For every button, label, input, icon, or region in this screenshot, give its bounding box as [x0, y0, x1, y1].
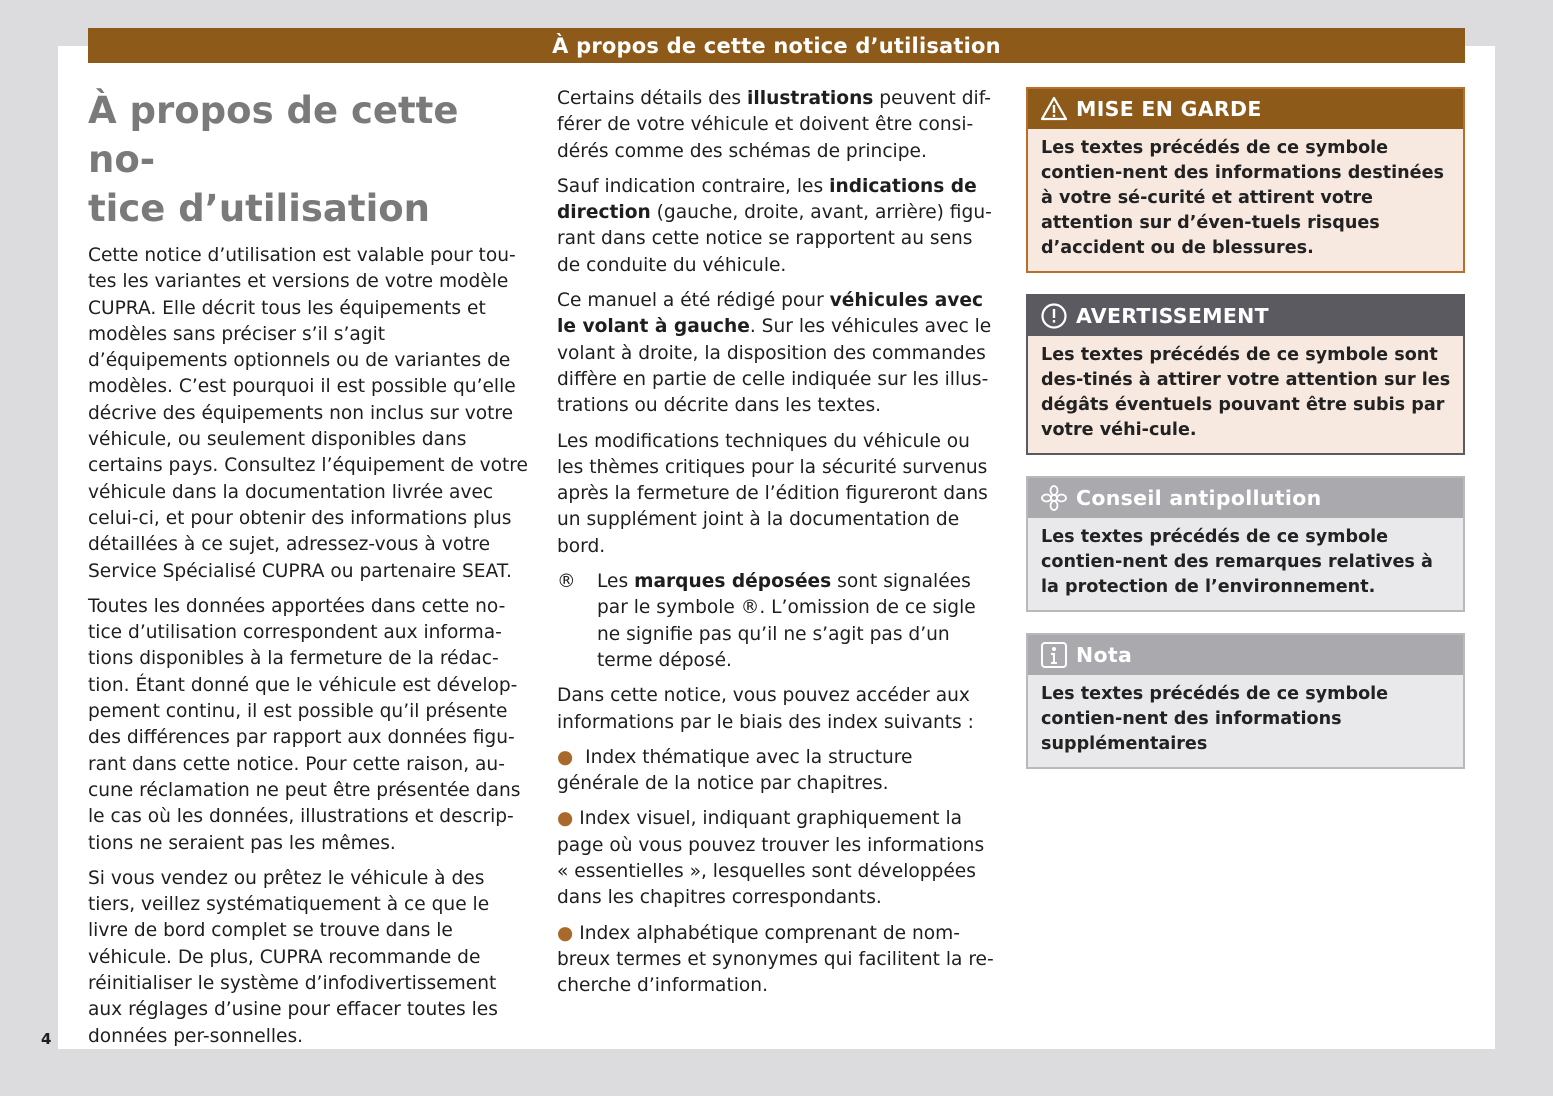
- exclamation-circle-icon: [1040, 302, 1068, 330]
- environment-box-title: Conseil antipollution: [1076, 486, 1322, 510]
- paragraph-illustrations: Certains détails des illustrations peuvent dif-férer de votre véhicule et doivent être consi-dérés comme des schémas de principe.: [557, 88, 991, 162]
- paragraph-resale: Si vous vendez ou prêtez le véhicule à des tiers, veillez systématiquement à ce que le livre de bord complet se trouve dans le véhicule. De plus, CUPRA recommande de réinitialiser le système d’infodivertissement aux réglages d’usine pour effacer toutes les données per-sonnelles.: [88, 867, 498, 1047]
- warning-box: [1026, 87, 1465, 273]
- list-item-index-thematic: ● Index thématique avec la structure générale de la notice par chapitres.: [557, 746, 913, 795]
- list-item-index-visual: ● Index visuel, indiquant graphiquement la page où vous pouvez trouver les informations « essentielles », lesquelles sont développées dans les chapitres correspondants.: [557, 808, 985, 909]
- warning-box-header: [1028, 89, 1463, 129]
- paragraph-validity: Cette notice d’utilisation est valable pour tou-tes les variantes et versions de votre modèle CUPRA. Elle décrit tous les équipements et modèles sans préciser s’il s’agit d’équipements optionnels ou de variantes de modèles. C’est pourquoi il est possible qu’elle décrive des équipements non inclus sur votre véhicule, ou seulement disponibles dans certains pays. Consultez l’équipement de votre véhicule dans la documentation livrée avec celui-ci, et pour obtenir des informations plus détaillées à ce sujet, adressez-vous à votre Service Spécialisé CUPRA ou partenaire SEAT.: [88, 245, 528, 582]
- caution-box-body: Les textes précédés de ce symbole sont des-tinés à attirer votre attention sur les dégâts éventuels pouvant être subis par votre véhi-cule.: [1028, 336, 1463, 453]
- registered-trademark-text: Les marques déposées sont signalées par le symbole ®. L’omission de ce sigle ne signifie pas qu’il ne s’agit pas d’un terme déposé.: [597, 571, 976, 671]
- info-icon: [1040, 641, 1068, 669]
- paragraph-directions: Sauf indication contraire, les indications de direction (gauche, droite, avant, arrière) figu-rant dans cette notice se rapportent au sens de conduite du véhicule.: [557, 175, 992, 276]
- warning-box-body: Les textes précédés de ce symbole contien-nent des informations destinées à votre sé-curité et attirent votre attention sur d’éven-tuels risques d’accident ou de blessures.: [1028, 129, 1463, 271]
- caution-box: [1026, 294, 1465, 455]
- flower-icon: [1040, 484, 1068, 512]
- paragraph-left-hand-drive: Ce manuel a été rédigé pour véhicules avec le volant à gauche. Sur les véhicules avec le volant à droite, la disposition des commandes diffère en partie de celle indiquée sur les illus-trations ou décrite dans les textes.: [557, 290, 992, 417]
- bullet-icon: ●: [557, 746, 574, 768]
- environment-box-body: Les textes précédés de ce symbole contien-nent des remarques relatives à la protection de l’environnement.: [1028, 518, 1463, 610]
- page-title: [88, 86, 528, 233]
- nota-box: [1026, 633, 1465, 769]
- registered-trademark-item: [557, 569, 997, 674]
- paragraph-modifications: Les modifications techniques du véhicule ou les thèmes critiques pour la sécurité survenus après la fermeture de l’édition figureront dans un supplément joint à la documentation de bord.: [557, 430, 988, 557]
- environment-box-header: [1028, 478, 1463, 518]
- caution-box-header: [1028, 296, 1463, 336]
- environment-box: [1026, 476, 1465, 612]
- notice-boxes: [1026, 87, 1465, 790]
- page-title-line1: À propos de cette no-: [88, 89, 459, 181]
- page-header-bar: [88, 28, 1465, 63]
- caution-box-title: AVERTISSEMENT: [1076, 304, 1269, 328]
- page-number: 4: [41, 1030, 52, 1048]
- paragraph-indexes-intro: Dans cette notice, vous pouvez accéder aux informations par le biais des index suivants :: [557, 685, 974, 733]
- header-title: À propos de cette notice d’utilisation: [552, 33, 1001, 58]
- warning-triangle-icon: [1040, 95, 1068, 123]
- registered-icon: ®: [557, 571, 576, 593]
- bullet-icon: ●: [557, 922, 574, 944]
- nota-box-title: Nota: [1076, 643, 1133, 667]
- bullet-icon: ●: [557, 808, 574, 830]
- column-left: [88, 86, 528, 1059]
- page-title-line2: tice d’utilisation: [88, 187, 431, 230]
- warning-box-title: MISE EN GARDE: [1076, 97, 1262, 121]
- column-middle: [557, 86, 997, 1009]
- nota-box-header: [1028, 635, 1463, 675]
- paragraph-data: Toutes les données apportées dans cette no-tice d’utilisation correspondent aux informa-tions disponibles à la fermeture de la rédac-tion. Étant donné que le véhicule est dévelop-pement continu, il est possible qu’il présente des différences par rapport aux données figu-rant dans cette notice. Pour cette raison, au-cune réclamation ne peut être présentée dans le cas où les données, illustrations et descrip-tions ne seraient pas les mêmes.: [88, 595, 521, 854]
- list-item-index-alphabetic: ● Index alphabétique comprenant de nom-breux termes et synonymes qui facilitent la re-cherche d’information.: [557, 922, 994, 997]
- nota-box-body: Les textes précédés de ce symbole contien-nent des informations supplémentaires: [1028, 675, 1463, 767]
